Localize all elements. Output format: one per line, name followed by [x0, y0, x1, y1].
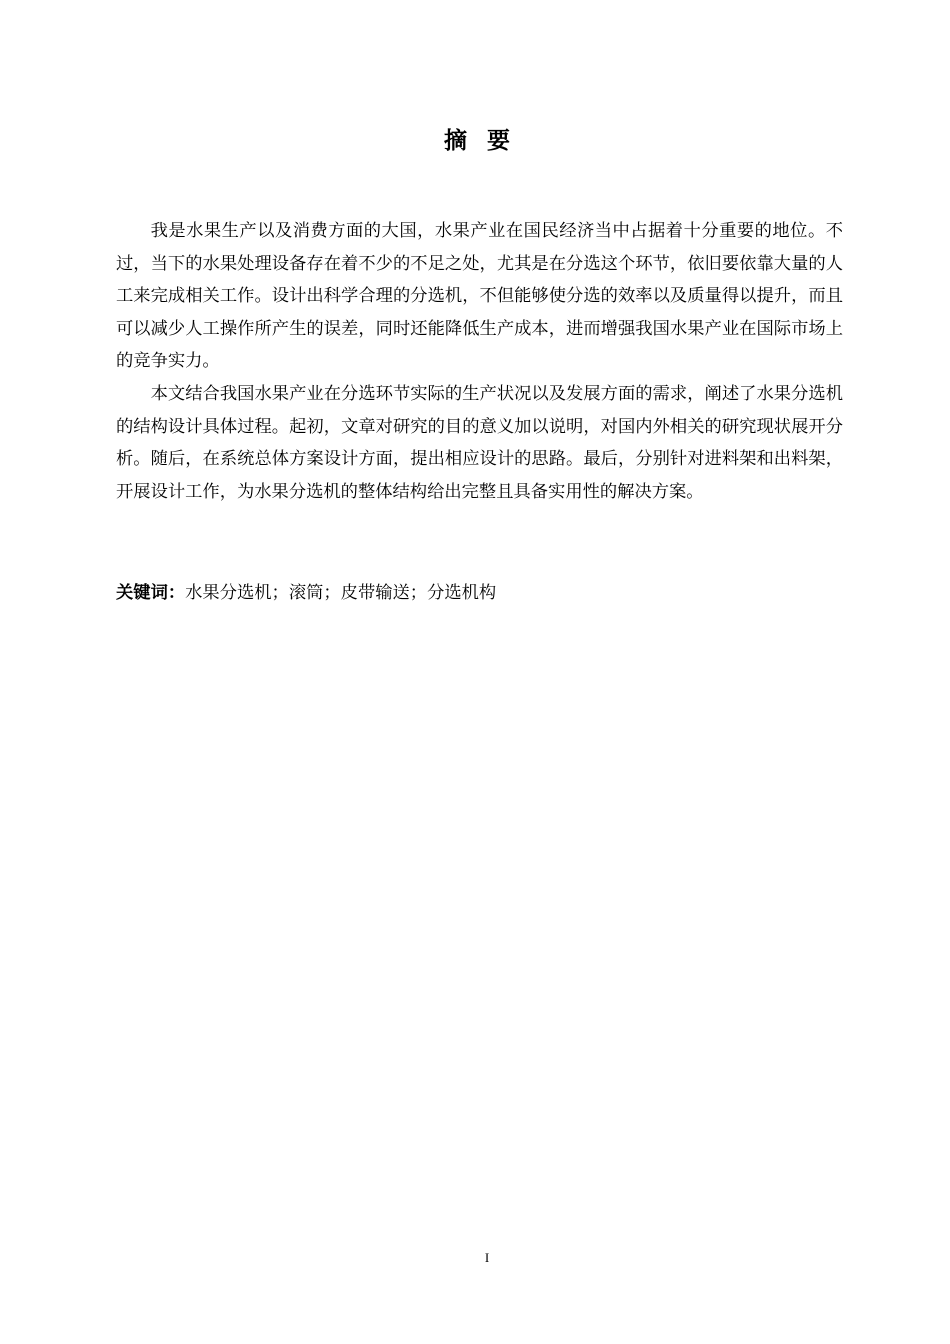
page-title: 摘要 — [444, 128, 530, 154]
keywords-line — [116, 578, 843, 608]
abstract-paragraph-2: 本文结合我国水果产业在分选环节实际的生产状况以及发展方面的需求，阐述了水果分选机的结构设计具体过程。起初，文章对研究的目的意义加以说明，对国内外相关的研究现状展开分析。随后，在系统总体方案设计方面，提出相应设计的思路。最后，分别针对进料架和出料架，开展设计工作，为水果分选机的整体结构给出完整且具备实用性的解决方案。 — [116, 383, 843, 502]
abstract-body — [116, 215, 843, 508]
keywords-label: 关键词： — [116, 583, 186, 603]
page-number: I — [484, 1250, 490, 1265]
abstract-paragraph-1: 我是水果生产以及消费方面的大国，水果产业在国民经济当中占据着十分重要的地位。不过，当下的水果处理设备存在着不少的不足之处，尤其是在分选这个环节，依旧要依靠大量的人工来完成相关工作。设计出科学合理的分选机，不但能够使分选的效率以及质量得以提升，而且可以减少人工操作所产生的误差，同时还能降低生产成本，进而增强我国水果产业在国际市场上的竞争实力。 — [116, 221, 843, 372]
keywords-text: 水果分选机；滚筒；皮带输送；分选机构 — [185, 583, 497, 603]
